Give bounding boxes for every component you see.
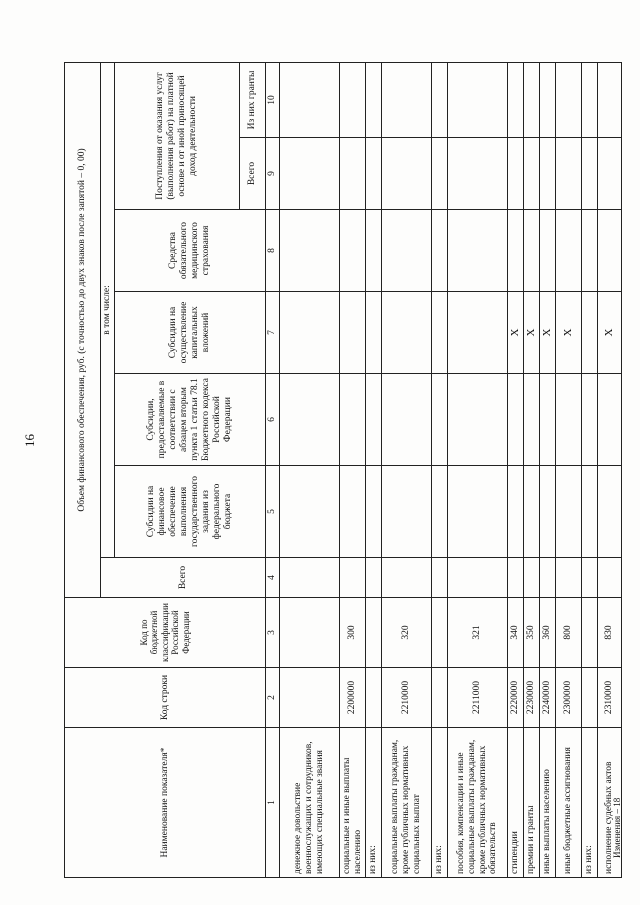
table-row [280, 62, 340, 877]
row-name: иные бюджетные ассигнования [556, 728, 582, 878]
col-bk-header: Код по бюджетной классификации Российской Федерации [65, 598, 266, 668]
row-col7 [366, 292, 382, 374]
row-col7: X [524, 292, 540, 374]
table-row [366, 62, 382, 877]
page-number: 16 [22, 434, 37, 447]
table-row [340, 62, 366, 877]
table-row [524, 62, 540, 877]
sub-header-in-that: в том числе: [101, 62, 115, 557]
col-oms-header: Средства обязательного медицинского страхования [115, 210, 266, 292]
row-bk: 320 [382, 598, 432, 668]
row-name: из них: [366, 728, 382, 878]
row-col7 [432, 292, 448, 374]
row-code: 2210000 [382, 668, 432, 728]
row-name: социальные и иные выплаты населению [340, 728, 366, 878]
table-row [448, 62, 508, 877]
row-name: премии и гранты [524, 728, 540, 878]
row-code [432, 668, 448, 728]
num-cell: 3 [266, 598, 280, 668]
col-paid-total-header: Всего [240, 138, 266, 210]
row-bk: 340 [508, 598, 524, 668]
row-name: социальные выплаты гражданам, кроме публичных нормативных социальных выплат [382, 728, 432, 878]
row-bk: 830 [598, 598, 622, 668]
row-name: стипендии [508, 728, 524, 878]
row-col7: X [508, 292, 524, 374]
num-cell: 4 [266, 558, 280, 598]
table-row [382, 62, 432, 877]
num-cell: 8 [266, 210, 280, 292]
row-bk: 321 [448, 598, 508, 668]
row-bk [582, 598, 598, 668]
row-bk: 350 [524, 598, 540, 668]
row-col7 [340, 292, 366, 374]
row-col7: X [598, 292, 622, 374]
row-name: из них: [582, 728, 598, 878]
row-bk [432, 598, 448, 668]
row-code [280, 668, 340, 728]
group-header: Объем финансового обеспечения, руб. (с точностью до двух знаков после запятой – 0, 00) [65, 62, 101, 597]
col-subsidy-state-task-header: Субсидии на финансовое обеспечение выполнения государственного задания из федерального бюджета [115, 466, 266, 558]
col-subsidy-78-header: Субсидии, предоставляемые в соответствии с абзацем вторым пункта 1 статьи 78.1 Бюджетного кодекса Российской Федерации [115, 374, 266, 466]
row-name: исполнение судебных актов [598, 728, 622, 878]
num-cell: 7 [266, 292, 280, 374]
row-name: иные выплаты населению [540, 728, 556, 878]
row-code: 2300000 [556, 668, 582, 728]
row-code: 2230000 [524, 668, 540, 728]
num-cell: 9 [266, 138, 280, 210]
table-row [540, 62, 556, 877]
row-col7: X [556, 292, 582, 374]
row-code [366, 668, 382, 728]
num-cell: 6 [266, 374, 280, 466]
financing-table [64, 62, 622, 878]
col-paid-grants-header: Из них гранты [240, 62, 266, 137]
table-row [582, 62, 598, 877]
col-name-header: Наименование показателя* [65, 728, 266, 878]
row-code: 2310000 [598, 668, 622, 728]
num-cell: 10 [266, 62, 280, 137]
table-row [556, 62, 582, 877]
row-code: 2240000 [540, 668, 556, 728]
col-subsidy-capital-header: Субсидии на осуществление капитальных вложений [115, 292, 266, 374]
row-col7: X [540, 292, 556, 374]
rotated-table-wrapper [64, 63, 616, 878]
row-name: пособия, компенсации и иные социальные выплаты гражданам, кроме публичных нормативных обязательств [448, 728, 508, 878]
row-bk [280, 598, 340, 668]
row-bk: 800 [556, 598, 582, 668]
table-row [598, 62, 622, 877]
num-cell: 1 [266, 728, 280, 878]
num-cell: 2 [266, 668, 280, 728]
col-paid-income-header: Поступления от оказания услуг (выполнения работ) на платной основе и от иной приносящей доход деятельности [115, 62, 240, 209]
col-total-header: Всего [101, 558, 266, 598]
row-col7 [382, 292, 432, 374]
footnote-changes: Изменения – 18 [612, 797, 622, 858]
table-row [508, 62, 524, 877]
row-bk: 300 [340, 598, 366, 668]
row-col7 [448, 292, 508, 374]
row-code: 2200000 [340, 668, 366, 728]
row-code: 2220000 [508, 668, 524, 728]
col-code-header: Код строки [65, 668, 266, 728]
row-code: 2211000 [448, 668, 508, 728]
num-cell: 5 [266, 466, 280, 558]
row-name: денежное довольствие военнослужащих и сотрудников, имеющих специальные звания [280, 728, 340, 878]
row-bk [366, 598, 382, 668]
row-col7 [280, 292, 340, 374]
row-bk: 360 [540, 598, 556, 668]
row-name: из них: [432, 728, 448, 878]
table-row [432, 62, 448, 877]
row-col7 [582, 292, 598, 374]
row-code [582, 668, 598, 728]
